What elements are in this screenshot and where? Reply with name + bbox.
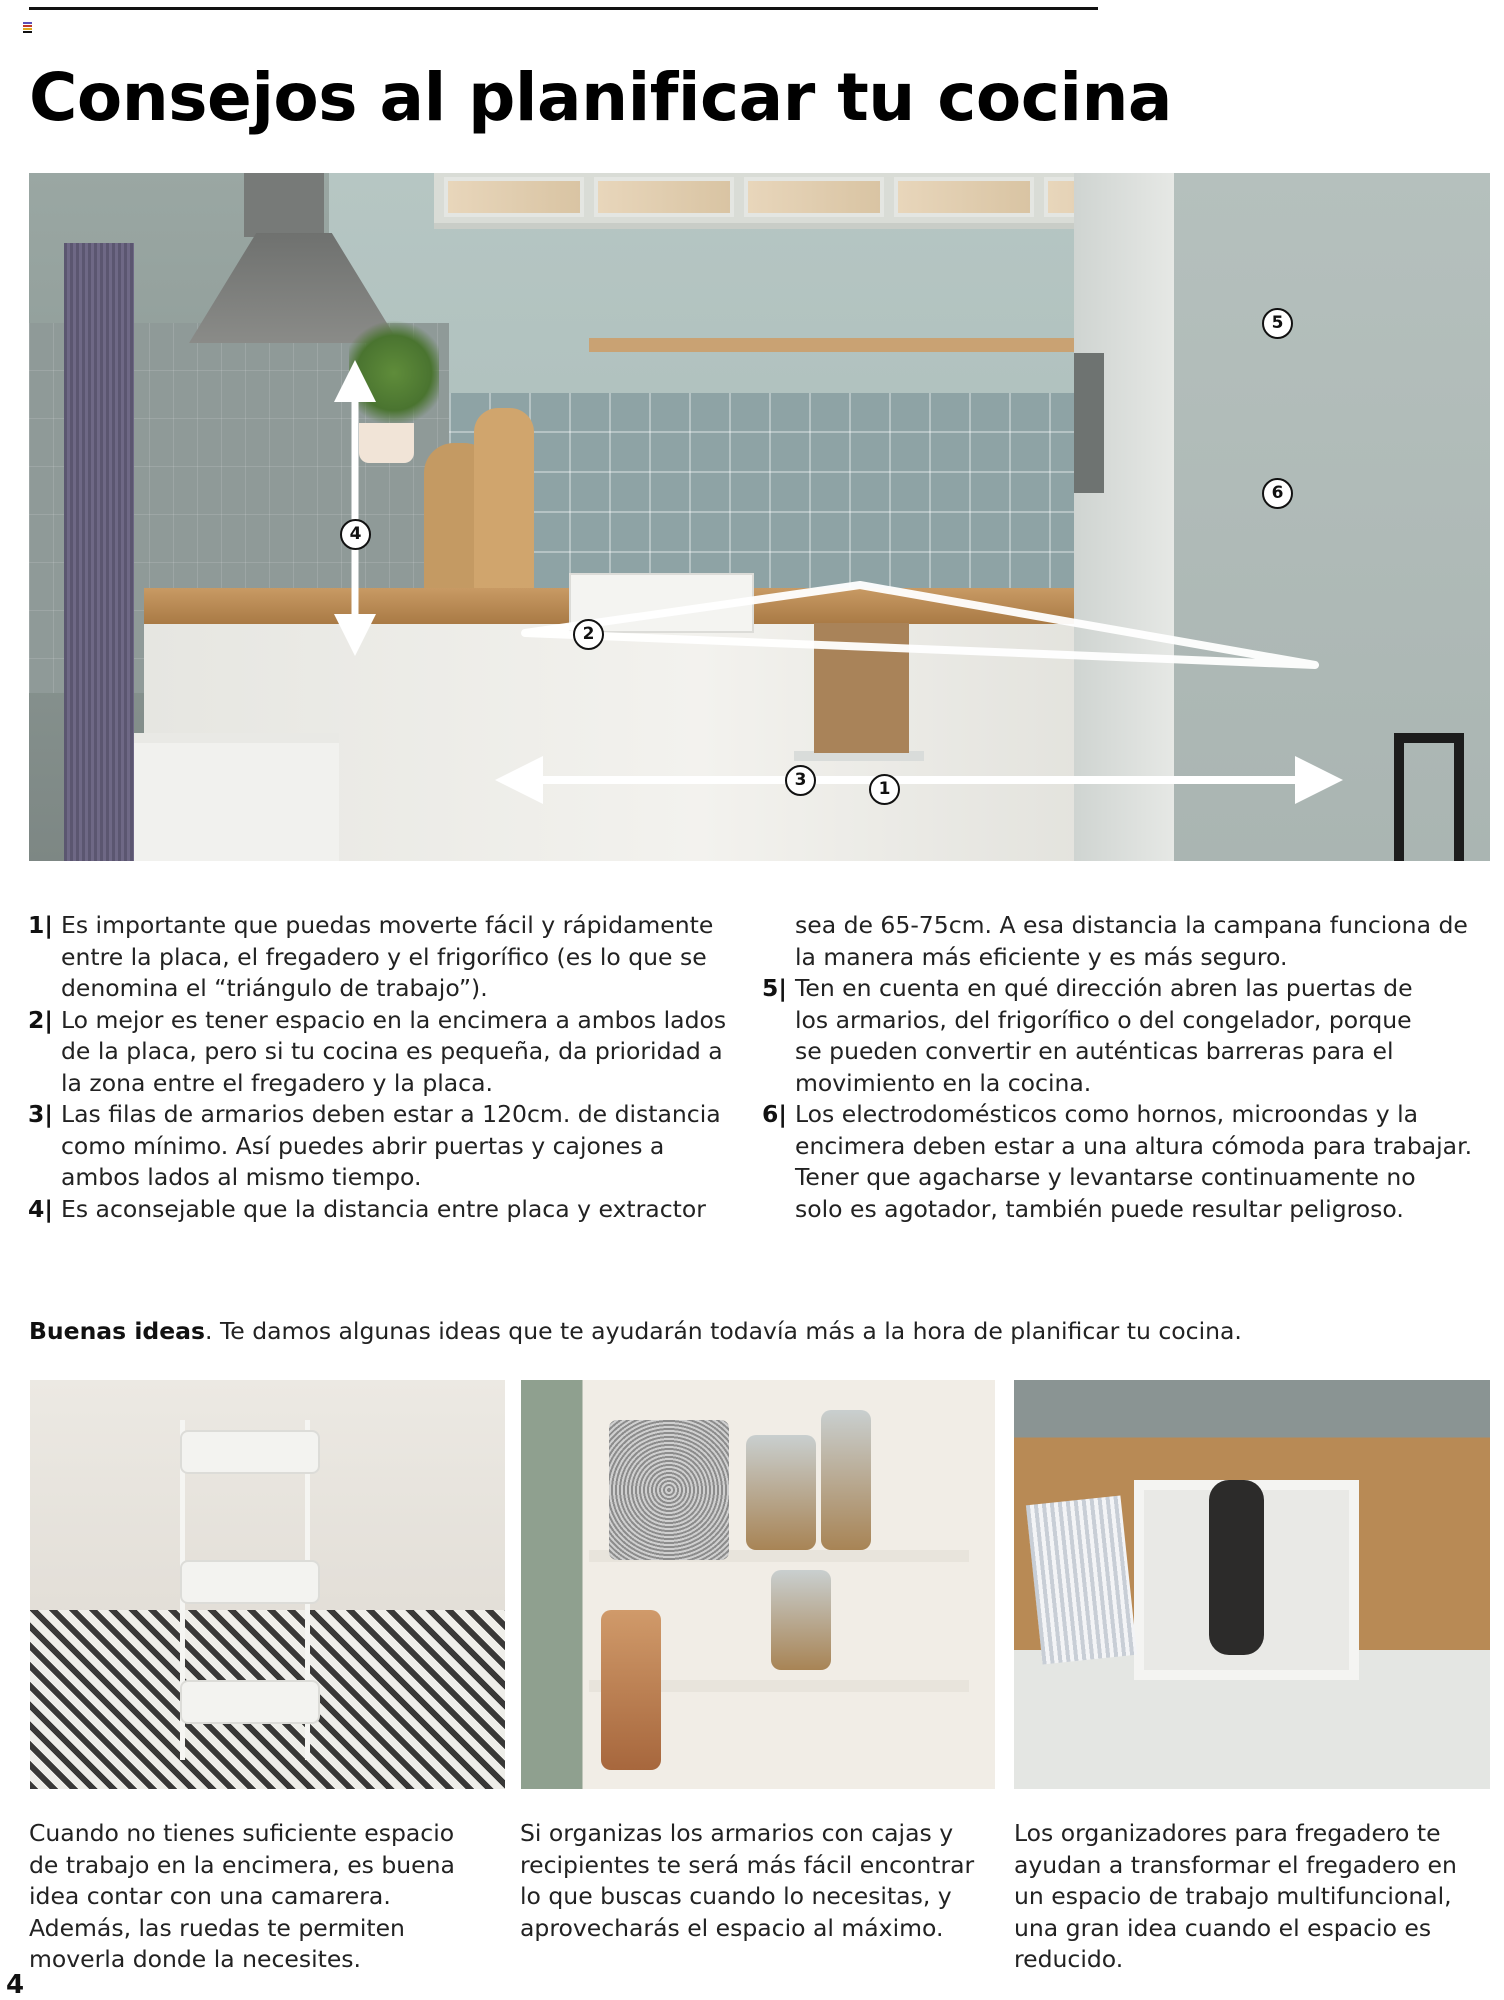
caption-line: Los organizadores para fregadero te [1014, 1819, 1441, 1847]
tip-line: como mínimo. Así puedes abrir puertas y cajones a [61, 1131, 665, 1160]
tips-column-right [762, 910, 1502, 1225]
tip-text [61, 1194, 748, 1226]
tip-line: movimiento en la cocina. [795, 1068, 1092, 1097]
wire-basket [609, 1420, 729, 1560]
tips-column-left [28, 910, 748, 1225]
tip-text [61, 910, 748, 1005]
caption-line: Además, las ruedas te permiten [29, 1913, 405, 1942]
caption-line: moverla donde la necesites. [29, 1945, 362, 1973]
work-triangle-overlay [29, 173, 1490, 861]
page-number: 4 [6, 1970, 25, 2000]
tip-number: 2| [28, 1005, 53, 1034]
utensil-holder [601, 1610, 661, 1770]
tip-line: Los electrodomésticos como hornos, microondas y la [795, 1100, 1419, 1128]
tip-4-continued [762, 910, 1502, 973]
tip-1 [28, 910, 748, 1005]
buenas-ideas-intro [29, 1316, 1242, 1346]
tip-line: encimera deben estar a una altura cómoda para trabajar. [795, 1131, 1473, 1160]
top-rule [29, 7, 1098, 10]
trolley [180, 1420, 310, 1760]
buenas-ideas-text: . Te damos algunas ideas que te ayudarán todavía más a la hora de planificar tu cocina. [205, 1317, 1242, 1345]
tip-line: sea de 65-75cm. A esa distancia la campana funciona de [795, 911, 1468, 939]
buenas-ideas-heading: Buenas ideas [29, 1317, 205, 1345]
tip-line: Lo mejor es tener espacio en la encimera a ambos lados [61, 1005, 727, 1034]
tip-line: Ten en cuenta en qué dirección abren las puertas de [795, 974, 1413, 1002]
marker-2[interactable]: 2 [573, 619, 604, 650]
tip-number: 3| [28, 1100, 53, 1128]
jar [746, 1435, 816, 1550]
page-title: Consejos al planificar tu cocina [29, 59, 1172, 136]
tip-line: se pueden convertir en auténticas barreras para el [795, 1037, 1394, 1065]
idea-photo-cupboard [521, 1380, 995, 1789]
idea-caption-2 [520, 1818, 974, 1944]
towel [1026, 1495, 1137, 1664]
tip-text [61, 1099, 748, 1194]
tip-2 [28, 1005, 748, 1100]
tip-line: denomina el “triángulo de trabajo”). [61, 974, 488, 1002]
caption-line: ayudan a transformar el fregadero en [1014, 1850, 1457, 1879]
tip-3 [28, 1099, 748, 1194]
caption-line: Cuando no tienes suficiente espacio [29, 1819, 455, 1847]
tip-line: de la placa, pero si tu cocina es pequeña, da prioridad a [61, 1037, 723, 1065]
jar [771, 1570, 831, 1670]
work-triangle [525, 585, 1315, 665]
caption-line: aprovecharás el espacio al máximo. [520, 1913, 944, 1942]
tip-text [795, 973, 1502, 1099]
tip-line: Es importante que puedas moverte fácil y rápidamente [61, 911, 714, 939]
tip-5 [762, 973, 1502, 1099]
caption-line: una gran idea cuando el espacio es [1014, 1913, 1432, 1942]
tip-number: 1| [28, 911, 53, 939]
idea-caption-3 [1014, 1818, 1457, 1976]
tip-number: 4| [28, 1194, 53, 1223]
idea-photo-sink [1014, 1380, 1490, 1789]
idea-photo-trolley [30, 1380, 505, 1789]
marker-1[interactable]: 1 [869, 774, 900, 805]
marker-3[interactable]: 3 [785, 765, 816, 796]
tip-number: 6| [762, 1100, 787, 1128]
tip-line: solo es agotador, también puede resultar peligroso. [795, 1194, 1404, 1223]
tip-4 [28, 1194, 748, 1226]
caption-line: de trabajo en la encimera, es buena [29, 1850, 455, 1879]
tip-number: 5| [762, 974, 787, 1002]
tip-6 [762, 1099, 1502, 1225]
tip-text [795, 1099, 1502, 1225]
marker-5[interactable]: 5 [1262, 308, 1293, 339]
tip-line: Es aconsejable que la distancia entre placa y extractor [61, 1194, 706, 1223]
caption-line: lo que buscas cuando lo necesitas, y [520, 1882, 952, 1910]
caption-line: idea contar con una camarera. [29, 1882, 391, 1910]
tip-line: la manera más eficiente y es más seguro. [795, 942, 1288, 971]
tip-line: Las filas de armarios deben estar a 120cm. de distancia [61, 1100, 721, 1128]
idea-caption-1 [29, 1818, 455, 1976]
caption-line: recipientes te será más fácil encontrar [520, 1850, 975, 1879]
tip-line: entre la placa, el fregadero y el frigorífico (es lo que se [61, 942, 707, 971]
tip-line: la zona entre el fregadero y la placa. [61, 1068, 493, 1097]
marker-6[interactable]: 6 [1262, 478, 1293, 509]
tip-text [61, 1005, 748, 1100]
caption-line: reducido. [1014, 1945, 1124, 1973]
tip-line: ambos lados al mismo tiempo. [61, 1163, 422, 1191]
color-swatch-icon [23, 22, 32, 32]
tip-line: Tener que agacharse y levantarse continuamente no [795, 1163, 1416, 1191]
sink-organizer [1209, 1480, 1264, 1655]
marker-4[interactable]: 4 [340, 519, 371, 550]
jar [821, 1410, 871, 1550]
caption-line: un espacio de trabajo multifuncional, [1014, 1882, 1452, 1910]
tip-line: los armarios, del frigorífico o del congelador, porque [795, 1005, 1412, 1034]
tip-text [795, 910, 1502, 973]
caption-line: Si organizas los armarios con cajas y [520, 1819, 954, 1847]
main-kitchen-photo [29, 173, 1490, 861]
